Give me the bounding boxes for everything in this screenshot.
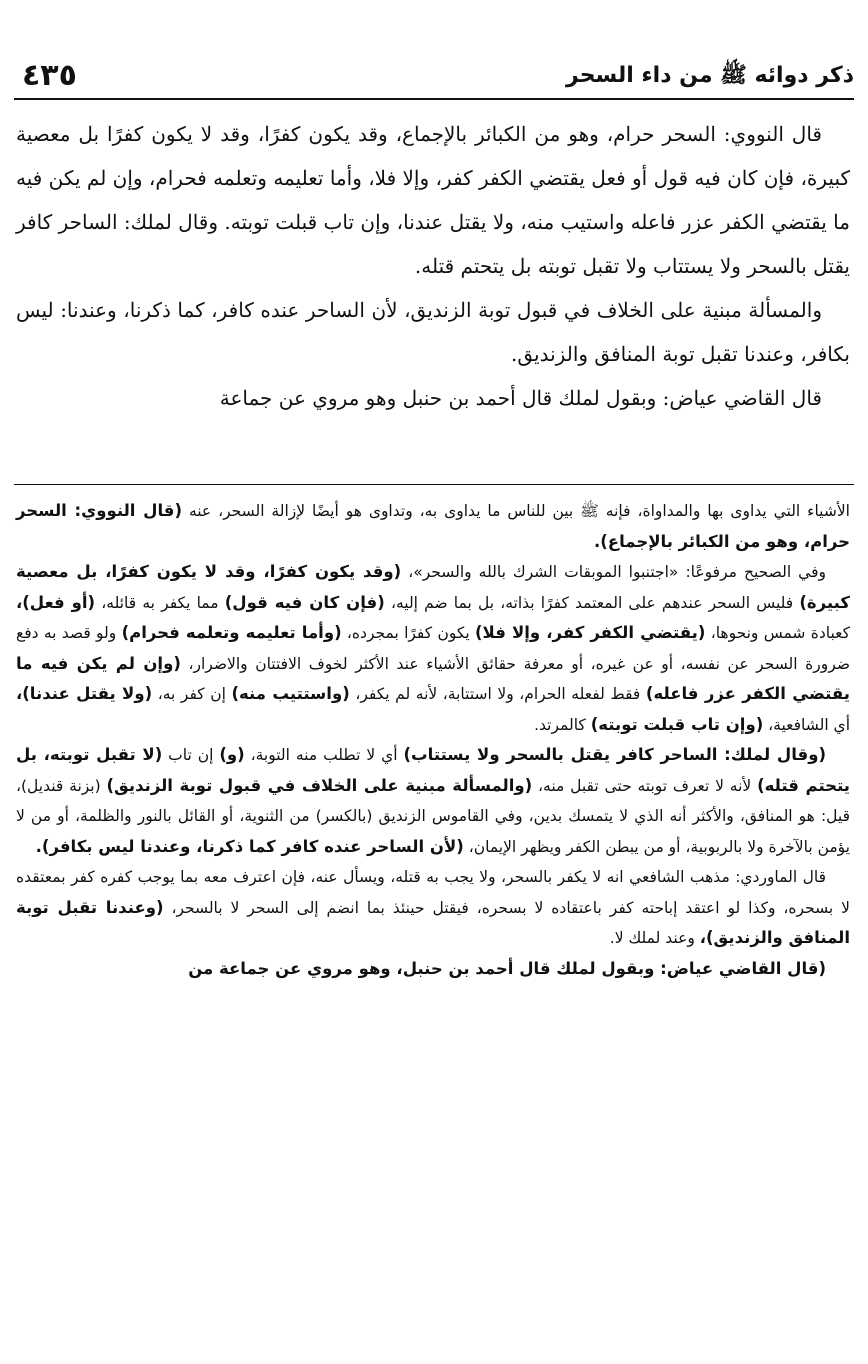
- main-paragraph: قال النووي: السحر حرام، وهو من الكبائر بالإجماع، وقد يكون كفرًا، وقد لا يكون كفرًا بل معصية كبيرة، فإن كان فيه قول أو فعل يقتضي الكفر كفر، وإلا فلا، وأما تعليمه وتعلمه فحرام، وإن لم يكن فيه ما يقتضي الكفر عزر فاعله واستيب منه، ولا يقتل عندنا، وإن تاب قبلت توبته. وقال لملك: الساحر كافر يقتل بالسحر ولا يستتاب ولا تقبل توبته بل يتحتم قتله.: [16, 122, 851, 278]
- quoted-matn-segment: (لا تقبل توبته، بل يتحتم قتله): [16, 745, 851, 795]
- commentary-segment: كالمرتد.: [534, 715, 591, 734]
- quoted-matn-segment: (فإن كان فيه قول): [224, 592, 385, 612]
- commentary-segment: يكون كفرًا بمجرده،: [341, 624, 475, 642]
- quoted-matn-segment: (وعندنا تقبل توبة المنافق والزنديق)،: [16, 897, 850, 947]
- quoted-matn-segment: (وقد يكون كفرًا، وقد لا يكون كفرًا، بل معصية كبيرة): [16, 562, 850, 612]
- quoted-matn-segment: (لأن الساحر عنده كافر كما ذكرنا، وعندنا ليس بكافر).: [35, 836, 464, 856]
- page-header: [14, 48, 854, 96]
- quoted-matn-segment: (وإن تاب قبلت توبته): [590, 714, 764, 734]
- quoted-matn-segment: (و): [219, 745, 245, 764]
- quoted-matn-segment: (وقال لملك: الساحر كافر يقتل بالسحر ولا يستتاب): [403, 745, 826, 764]
- commentary-segment: إن تاب: [162, 746, 220, 764]
- commentary-segment: لأنه لا تعرف توبته حتى تقبل منه،: [532, 776, 758, 795]
- main-text: [16, 112, 850, 420]
- commentary-paragraph: [16, 954, 850, 985]
- commentary-segment: (بزنة قنديل)، قيل: هو المنافق، والأكثر أنه الذي لا يتمسك بدين، وفي القاموس الزنديق (بالكسر) من الثنوية، أو القائل بالنور والظلمة، أو من لا يؤمن بالآخرة ولا بالربوبية، أو من يبطن الكفر ويظهر الإيمان،: [16, 776, 850, 856]
- commentary-segment: قال الماوردي: مذهب الشافعي انه لا يكفر بالسحر، ولا يجب به قتله، ويسأل عنه، فإن اعترف معه بما يوجب كفره كفر بمعتقده لا بسحره، وكذا لو اعتقد إباحته كفر باعتقاده لا بسحره، فيقتل حينئذ بما انضم إلى السحر لا بالسحر،: [16, 868, 850, 917]
- header-rule: [14, 98, 854, 100]
- commentary-segment: أي لا تطلب منه التوبة،: [244, 746, 404, 764]
- commentary-segment: فقط لفعله الحرام، ولا استتابة، لأنه لم يكفر،: [349, 685, 646, 703]
- quoted-matn-segment: (وإن لم يكن فيه ما يقتضي الكفر عزر فاعله): [16, 653, 850, 703]
- quoted-matn-segment: (قال النووي: السحر حرام، وهو من الكبائر بالإجماع).: [16, 501, 850, 551]
- quoted-matn-segment: (أو فعل)،: [16, 592, 96, 612]
- commentary-segment: كعبادة شمس ونحوها،: [705, 624, 850, 642]
- commentary-segment: فليس السحر عندهم على المعتمد كفرًا بذاته، بل بما ضم إليه،: [384, 593, 800, 612]
- quoted-matn-segment: (يقتضي الكفر كفر، وإلا فلا): [475, 623, 706, 642]
- commentary-paragraph: [16, 557, 850, 740]
- main-paragraph: والمسألة مبنية على الخلاف في قبول توبة الزنديق، لأن الساحر عنده كافر، كما ذكرنا، وعندنا: ليس بكافر، وعندنا تقبل توبة المنافق والزنديق.: [16, 298, 850, 366]
- commentary-paragraph: [16, 496, 850, 557]
- page-number: ٤٣٥: [22, 58, 77, 93]
- quoted-matn-segment: (قال القاضي عياض: وبقول لملك قال أحمد بن حنبل، وهو مروي عن جماعة من: [188, 958, 826, 978]
- commentary-segment: إن كفر به،: [152, 685, 232, 703]
- quoted-matn-segment: (والمسألة مبنية على الخلاف في قبول توبة الزنديق): [106, 775, 533, 795]
- commentary-segment: الأشياء التي يداوى بها والمداواة، فإنه ﷺ بين للناس ما يداوى به، وتداوى هو أيضًا لإزالة السحر، عنه: [182, 502, 850, 520]
- section-divider: [14, 484, 854, 485]
- quoted-matn-segment: (وأما تعليمه وتعلمه فحرام): [121, 623, 342, 642]
- commentary-paragraph: [16, 740, 850, 862]
- quoted-matn-segment: (واستتيب منه): [231, 684, 350, 703]
- commentary-text: [16, 496, 850, 984]
- quoted-matn-segment: (ولا يقتل عندنا)،: [16, 684, 153, 703]
- commentary-segment: أي الشافعية،: [763, 715, 850, 734]
- commentary-segment: ولو قصد به دفع ضرورة السحر عن نفسه، أو عن غيره، أو معرفة حقائق الأشياء عند الأكثر لخوف الافتتان والاضرار،: [16, 624, 850, 673]
- commentary-segment: وعند لملك لا.: [609, 929, 700, 947]
- commentary-paragraph: [16, 862, 850, 954]
- main-paragraph: قال القاضي عياض: وبقول لملك قال أحمد بن حنبل وهو مروي عن جماعة: [219, 386, 822, 410]
- commentary-segment: وفي الصحيح مرفوعًا: «اجتنبوا الموبقات الشرك بالله والسحر»،: [401, 563, 826, 581]
- commentary-segment: مما يكفر به قائله،: [95, 593, 225, 612]
- running-title: ذكر دوائه ﷺ من داء السحر: [566, 63, 854, 88]
